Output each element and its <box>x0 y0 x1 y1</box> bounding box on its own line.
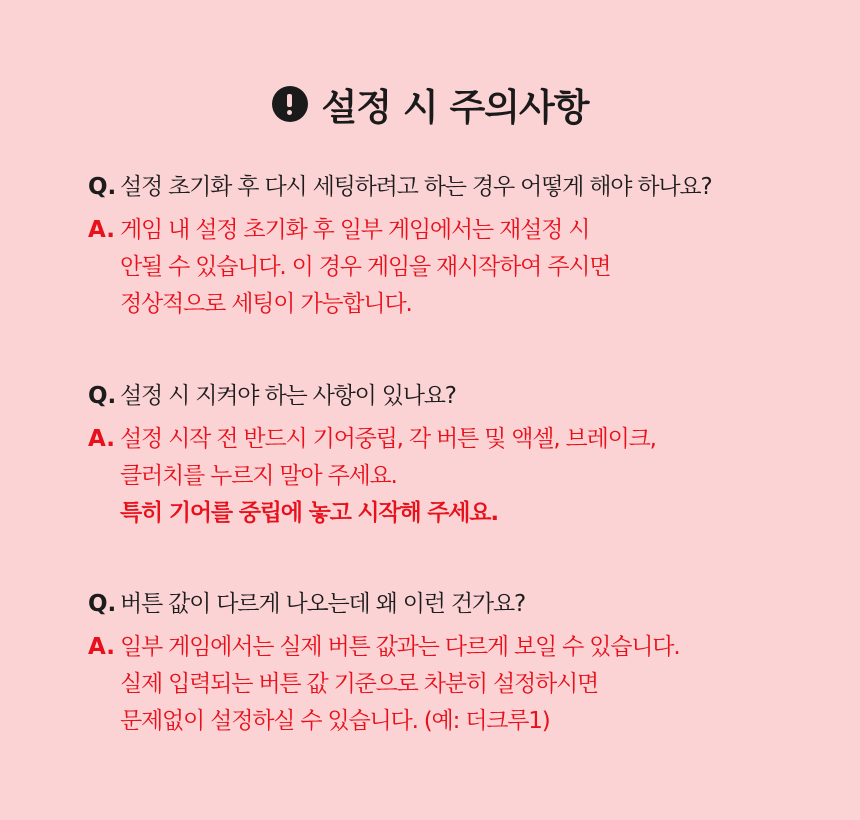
answer-line <box>88 424 788 528</box>
answer-line-text: 정상적으로 세팅이 가능합니다. <box>120 291 412 317</box>
answer-prefix: A. <box>88 426 115 452</box>
question-prefix: Q. <box>88 174 117 200</box>
answer-line-text: 클러치를 누르지 말아 주세요. <box>120 463 397 489</box>
answer-line-text: 안될 수 있습니다. 이 경우 게임을 재시작하여 주시면 <box>120 254 611 280</box>
answer-text <box>120 424 656 528</box>
answer-prefix: A. <box>88 634 115 660</box>
question-text: 설정 시 지켜야 하는 사항이 있나요? <box>120 383 456 409</box>
exclamation-circle-icon <box>272 86 308 122</box>
answer-line-text: 일부 게임에서는 실제 버튼 값과는 다르게 보일 수 있습니다. <box>120 634 680 660</box>
answer-line-text: 문제없이 설정하실 수 있습니다. (예: 더크루1) <box>120 708 550 734</box>
answer-text <box>120 215 610 319</box>
qa-item <box>88 172 788 319</box>
page-header <box>0 76 860 132</box>
answer-text <box>120 632 679 736</box>
question-line <box>88 589 788 619</box>
qa-item <box>88 381 788 528</box>
answer-line <box>88 632 788 736</box>
question-prefix: Q. <box>88 591 117 617</box>
answer-prefix: A. <box>88 217 115 243</box>
question-prefix: Q. <box>88 383 117 409</box>
question-line <box>88 172 788 202</box>
question-text: 버튼 값이 다르게 나오는데 왜 이런 건가요? <box>120 591 525 617</box>
question-line <box>88 381 788 411</box>
answer-line-text: 실제 입력되는 버튼 값 기준으로 차분히 설정하시면 <box>120 671 599 697</box>
answer-line-text: 게임 내 설정 초기화 후 일부 게임에서는 재설정 시 <box>120 217 590 243</box>
answer-emphasis-text: 특히 기어를 중립에 놓고 시작해 주세요. <box>120 500 498 526</box>
page-title: 설정 시 주의사항 <box>321 86 589 129</box>
question-text: 설정 초기화 후 다시 세팅하려고 하는 경우 어떻게 해야 하나요? <box>120 174 712 200</box>
answer-line <box>88 215 788 319</box>
answer-line-text: 설정 시작 전 반드시 기어중립, 각 버튼 및 액셀, 브레이크, <box>120 426 656 452</box>
qa-item <box>88 589 788 736</box>
